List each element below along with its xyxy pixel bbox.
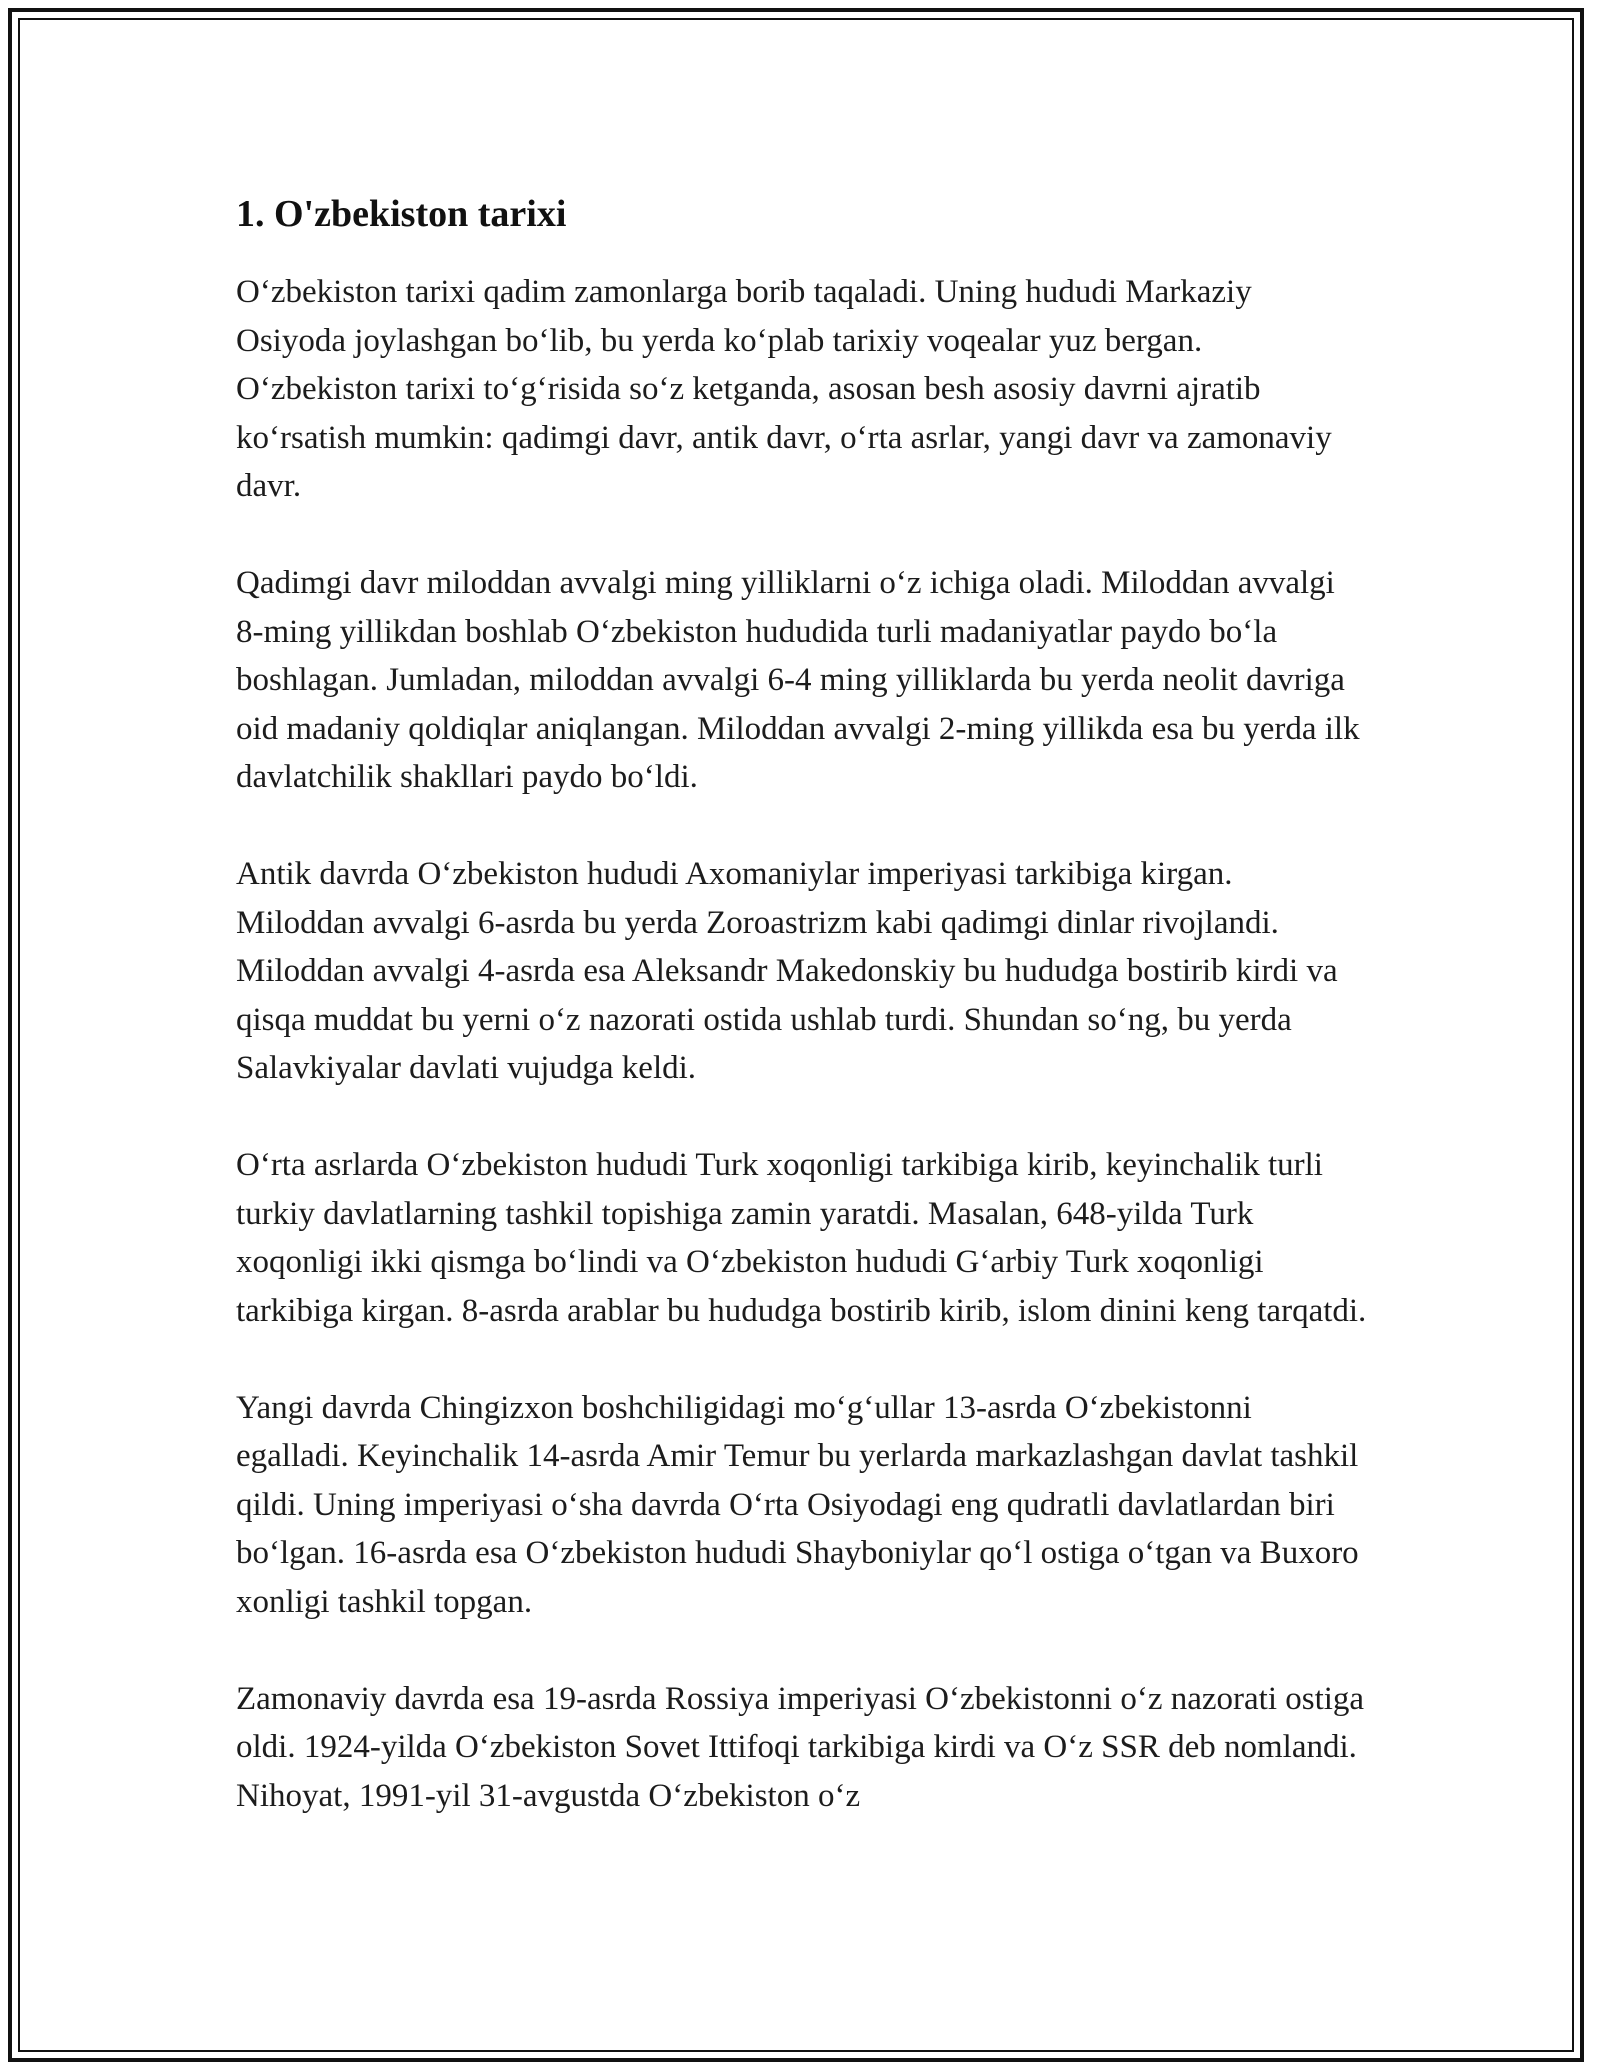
paragraph-new-period: Yangi davrda Chingizxon boshchiligidagi mo‘g‘ullar 13-asrda O‘zbekistonni egalladi. Keyinchalik 14-asrda Amir Temur bu yerlarda markazlashgan davlat tashkil qildi. Uning imperiyasi o‘sha davrda O‘rta Osiyodagi eng qudratli davlatlardan biri bo‘lgan. 16-asrda esa O‘zbekiston hududi Shayboniylar qo‘l ostiga o‘tgan va Buxoro xonligi tashkil topgan. [236,1389,1359,1620]
section-heading: 1. O'zbekiston tarixi [236,193,567,235]
paragraph-middle-ages: O‘rta asrlarda O‘zbekiston hududi Turk xoqonligi tarkibiga kirib, keyinchalik turli turkiy davlatlarning tashkil topishiga zamin yaratdi. Masalan, 648-yilda Turk xoqonligi ikki qismga bo‘lindi va O‘zbekiston hududi G‘arbiy Turk xoqonligi tarkibiga kirgan. 8-asrda arablar bu hududga bostirib kirib, islom dinini keng tarqatdi. [236,1147,1367,1329]
paragraph-modern-period: Zamonaviy davrda esa 19-asrda Rossiya imperiyasi O‘zbekistonni o‘z nazorati ostiga oldi. 1924-yilda O‘zbekiston Sovet Ittifoqi tarkibiga kirdi va O‘z SSR deb nomlandi. Nihoyat, 1991-yil 31-avgustda O‘zbekiston o‘z [236,1680,1365,1814]
paragraph-antique-period: Antik davrda O‘zbekiston hududi Axomaniylar imperiyasi tarkibiga kirgan. Miloddan avvalgi 6-asrda bu yerda Zoroastrizm kabi qadimgi dinlar rivojlandi. Miloddan avvalgi 4-asrda esa Aleksandr Makedonskiy bu hududga bostirib kirdi va qisqa muddat bu yerni o‘z nazorati ostida ushlab turdi. Shundan so‘ng, bu yerda Salavkiyalar davlati vujudga keldi. [236,856,1338,1086]
paragraph-ancient-period: Qadimgi davr miloddan avvalgi ming yilliklarni o‘z ichiga oladi. Miloddan avvalgi 8-ming yillikdan boshlab O‘zbekiston hududida turli madaniyatlar paydo bo‘la boshlagan. Jumladan, miloddan avvalgi 6-4 ming yilliklarda bu yerda neolit davriga oid madaniy qoldiqlar aniqlangan. Miloddan avvalgi 2-ming yillikda esa bu yerda ilk davlatchilik shakllari paydo bo‘ldi. [236,565,1360,795]
paragraph-intro: O‘zbekiston tarixi qadim zamonlarga borib taqaladi. Uning hududi Markaziy Osiyoda joylashgan bo‘lib, bu yerda ko‘plab tarixiy voqealar yuz bergan. O‘zbekiston tarixi to‘g‘risida so‘z ketganda, asosan besh asosiy davrni ajratib ko‘rsatish mumkin: qadimgi davr, antik davr, o‘rta asrlar, yangi davr va zamonaviy davr. [236,274,1332,504]
document-body [236,186,1368,1869]
